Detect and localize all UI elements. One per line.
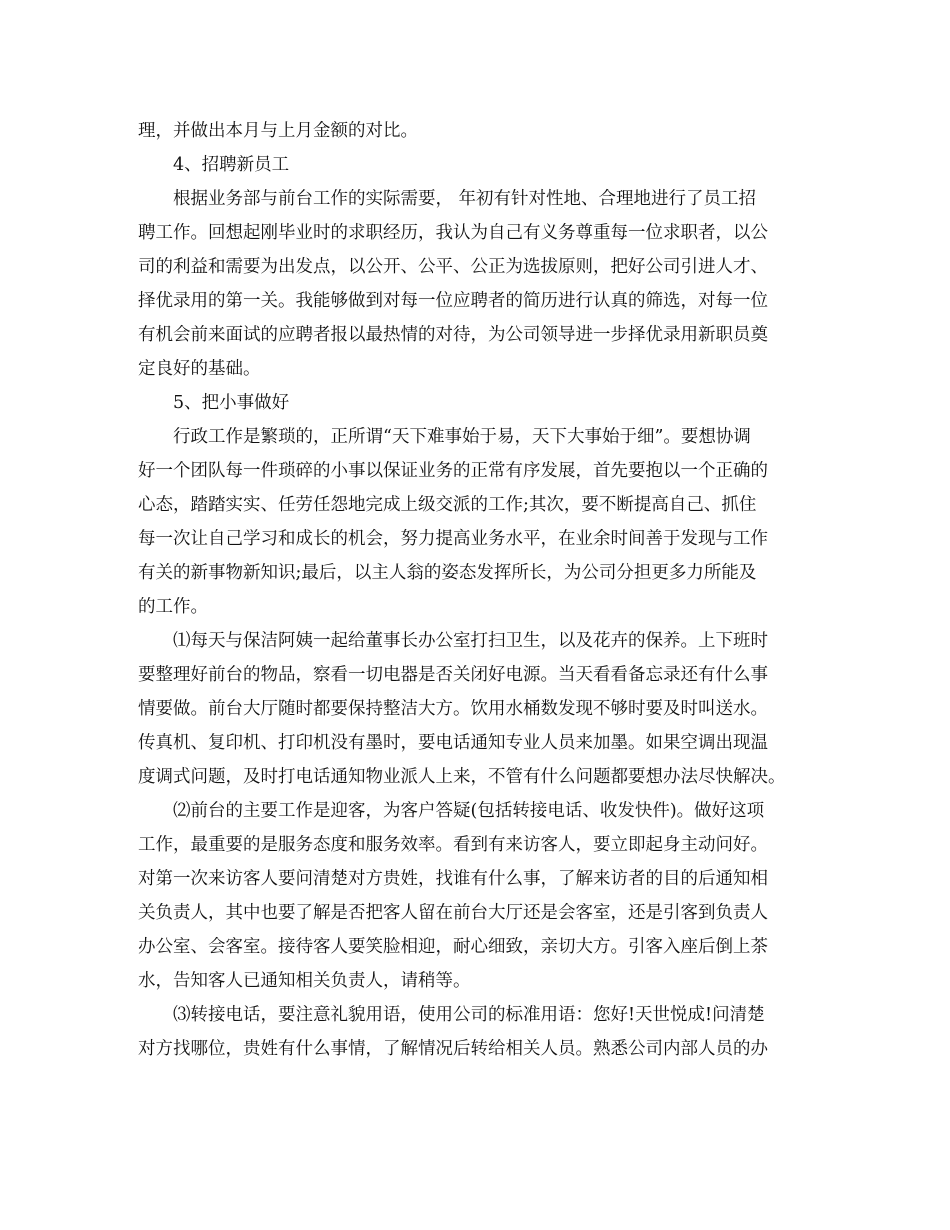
text-line: 传真机、复印机、打印机没有墨时，要电话通知专业人员来加墨。如果空调出现温 <box>138 733 768 753</box>
text-line: 5、把小事做好 <box>173 393 290 413</box>
text-line: 有机会前来面试的应聘者报以最热情的对待，为公司领导进一步择优录用新职员奠 <box>138 325 768 345</box>
text-line: 情要做。前台大厅随时都要保持整洁大方。饮用水桶数发现不够时要及时叫送水。 <box>138 699 768 719</box>
text-line: 对第一次来访客人要问清楚对方贵姓，找谁有什么事，了解来访者的目的后通知相 <box>138 869 768 889</box>
text-line: 4、招聘新员工 <box>173 155 290 175</box>
text-line: 对方找哪位，贵姓有什么事情，了解情况后转给相关人员。熟悉公司内部人员的办 <box>138 1039 768 1059</box>
text-line: 每一次让自己学习和成长的机会，努力提高业务水平，在业余时间善于发现与工作 <box>138 529 768 549</box>
text-line: 有关的新事物新知识;最后，以主人翁的姿态发挥所长，为公司分担更多力所能及 <box>138 563 757 583</box>
text-line: 司的利益和需要为出发点，以公开、公平、公正为选拔原则，把好公司引进人才、 <box>138 257 768 277</box>
text-line: 工作，最重要的是服务态度和服务效率。看到有来访客人，要立即起身主动问好。 <box>138 835 768 855</box>
document-body <box>138 114 818 1066</box>
text-line: 的工作。 <box>138 597 208 617</box>
text-line: ⑵前台的主要工作是迎客，为客户答疑(包括转接电话、收发快件)。做好这项 <box>173 801 765 821</box>
text-line: 聘工作。回想起刚毕业时的求职经历，我认为自己有义务尊重每一位求职者，以公 <box>138 223 768 243</box>
text-line: 好一个团队每一件琐碎的小事以保证业务的正常有序发展，首先要抱以一个正确的 <box>138 461 768 481</box>
text-line: 行政工作是繁琐的，正所谓“天下难事始于易，天下大事始于细”。要想协调 <box>173 427 751 447</box>
text-line: 办公室、会客室。接待客人要笑脸相迎，耐心细致，亲切大方。引客入座后倒上茶 <box>138 937 768 957</box>
text-line: 要整理好前台的物品，察看一切电器是否关闭好电源。当天看看备忘录还有什么事 <box>138 665 768 685</box>
text-line: 度调式问题，及时打电话通知物业派人上来，不管有什么问题都要想办法尽快解决。 <box>138 767 786 787</box>
text-line: 定良好的基础。 <box>138 359 261 379</box>
text-line: 水，告知客人已通知相关负责人，请稍等。 <box>138 971 471 991</box>
text-line: ⑶转接电话，要注意礼貌用语，使用公司的标准用语：您好!天世悦成!问清楚 <box>173 1005 765 1025</box>
text-line: 理，并做出本月与上月金额的对比。 <box>138 121 418 141</box>
document-page <box>138 114 818 1066</box>
text-line: ⑴每天与保洁阿姨一起给董事长办公室打扫卫生，以及花卉的保养。上下班时 <box>173 631 768 651</box>
text-line: 关负责人，其中也要了解是否把客人留在前台大厅还是会客室，还是引客到负责人 <box>138 903 768 923</box>
text-line: 心态，踏踏实实、任劳任怨地完成上级交派的工作;其次，要不断提高自己、抓住 <box>138 495 757 515</box>
text-line: 择优录用的第一关。我能够做到对每一位应聘者的简历进行认真的筛选，对每一位 <box>138 291 768 311</box>
text-line: 根据业务部与前台工作的实际需要， 年初有针对性地、合理地进行了员工招 <box>173 189 757 209</box>
